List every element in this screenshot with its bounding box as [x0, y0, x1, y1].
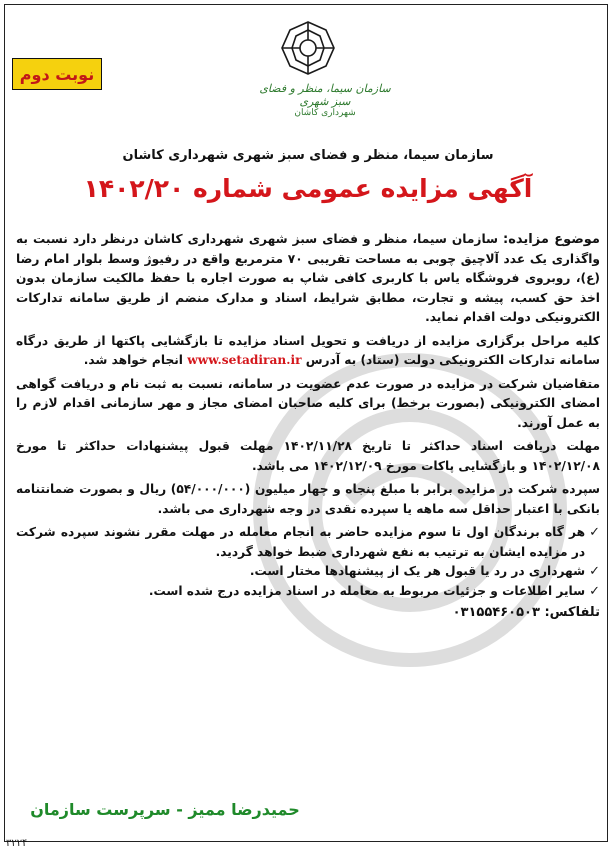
notice-body: [16, 230, 600, 623]
phone-label: تلفاکس:: [544, 605, 600, 620]
municipality-emblem-icon: [268, 18, 348, 84]
bullet-item: [16, 582, 600, 602]
logo-sub-text: شهرداری کاشان: [294, 108, 356, 118]
bullet-item: [16, 562, 600, 582]
round-badge: نوبت دوم: [12, 58, 102, 90]
phone-number: ۰۳۱۵۵۴۶۰۵۰۳: [452, 605, 540, 620]
process-text-after: انجام خواهد شد.: [83, 353, 188, 367]
check-icon: ✓: [589, 583, 600, 599]
process-paragraph: [16, 332, 600, 371]
check-icon: ✓: [589, 564, 600, 579]
organization-name: سازمان سیما، منظر و فضای سبز شهری شهرداری کاشان: [122, 148, 494, 163]
setad-url-link[interactable]: www.setadiran.ir: [187, 353, 302, 367]
bullet-text: شهرداری در رد یا قبول هر یک از پیشنهادها مختار است.: [249, 564, 586, 578]
logo-script-text: سازمان سیما، منظر و فضای سبز شهری: [259, 82, 391, 108]
notice-code: ۳۲۲۴: [6, 838, 28, 849]
subject-text: سازمان سیما، منظر و فضای سبز شهری شهرداری کاشان درنظر دارد نسبت به واگذاری یک عدد آلاچیق چوبی به مساحت تقریبی ۷۰ مترمربع واقع در رفیوژ وسط بلوار امام رضا (ع)، روبروی فروشگاه یاس با کاربری کافی شاپ به صورت اجاره با حفظ مالکیت سازمان بدون اخذ حق کسب، پیشه و تجارت، مطابق شرایط، اسناد و مدارک منضم از طریق سامانه تدارکات الکترونیکی دولت اقدام نماید.: [16, 232, 600, 324]
subject-paragraph: [16, 230, 600, 328]
notice-title: آگهی مزایده عمومی شماره ۱۴۰۲/۲۰: [83, 174, 533, 203]
bullet-item: [16, 523, 600, 562]
deadline-paragraph: مهلت دریافت اسناد حداکثر تا تاریخ ۱۴۰۲/۱۱/۲۸ مهلت قبول پیشنهادات حداکثر تا مورخ ۱۴۰۲/۱۲/۰۸ و بازگشایی پاکات مورخ ۱۴۰۲/۱۲/۰۹ می باشد.: [16, 439, 600, 473]
check-icon: ✓: [589, 525, 600, 540]
bullet-text: هر گاه برندگان اول تا سوم مزایده حاضر به انجام معامله در مهلت مقرر نشوند سپرده شرکت در مزایده ایشان به ترتیب به نفع شهرداری ضبط خواهد گردید.: [16, 525, 586, 559]
signature-line: حمیدرضا ممیز - سرپرست سازمان: [30, 800, 300, 819]
phone-row: [16, 603, 600, 623]
process-text-before: کلیه مراحل برگزاری مزایده از دریافت و تحویل اسناد مزایده تا بازگشایی پاکتها از طریق درگاه سامانه تدارکات الکترونیکی دولت (ستاد) به آدرس: [16, 333, 600, 367]
subject-label: موضوع مزایده:: [503, 232, 600, 247]
bullet-text: سایر اطلاعات و جزئیات مربوط به معامله در اسناد مزایده درج شده است.: [148, 583, 586, 598]
registration-paragraph: متقاضیان شرکت در مزایده در صورت عدم عضویت در سامانه، نسبت به ثبت نام و دریافت گواهی امضای الکترونیکی (بصورت برخط) برای کلیه صاحبان امضای مجاز و مهر سازمانی اقدام لازم را به عمل آورند.: [16, 376, 600, 430]
deposit-paragraph: سپرده شرکت در مزایده برابر با مبلغ پنجاه و چهار میلیون (۵۴/۰۰۰/۰۰۰) ریال و بصورت ضمانتنامه بانکی با اعتبار حداقل سه ماهه یا سپرده نقدی در وجه شهرداری می باشد.: [16, 482, 600, 516]
